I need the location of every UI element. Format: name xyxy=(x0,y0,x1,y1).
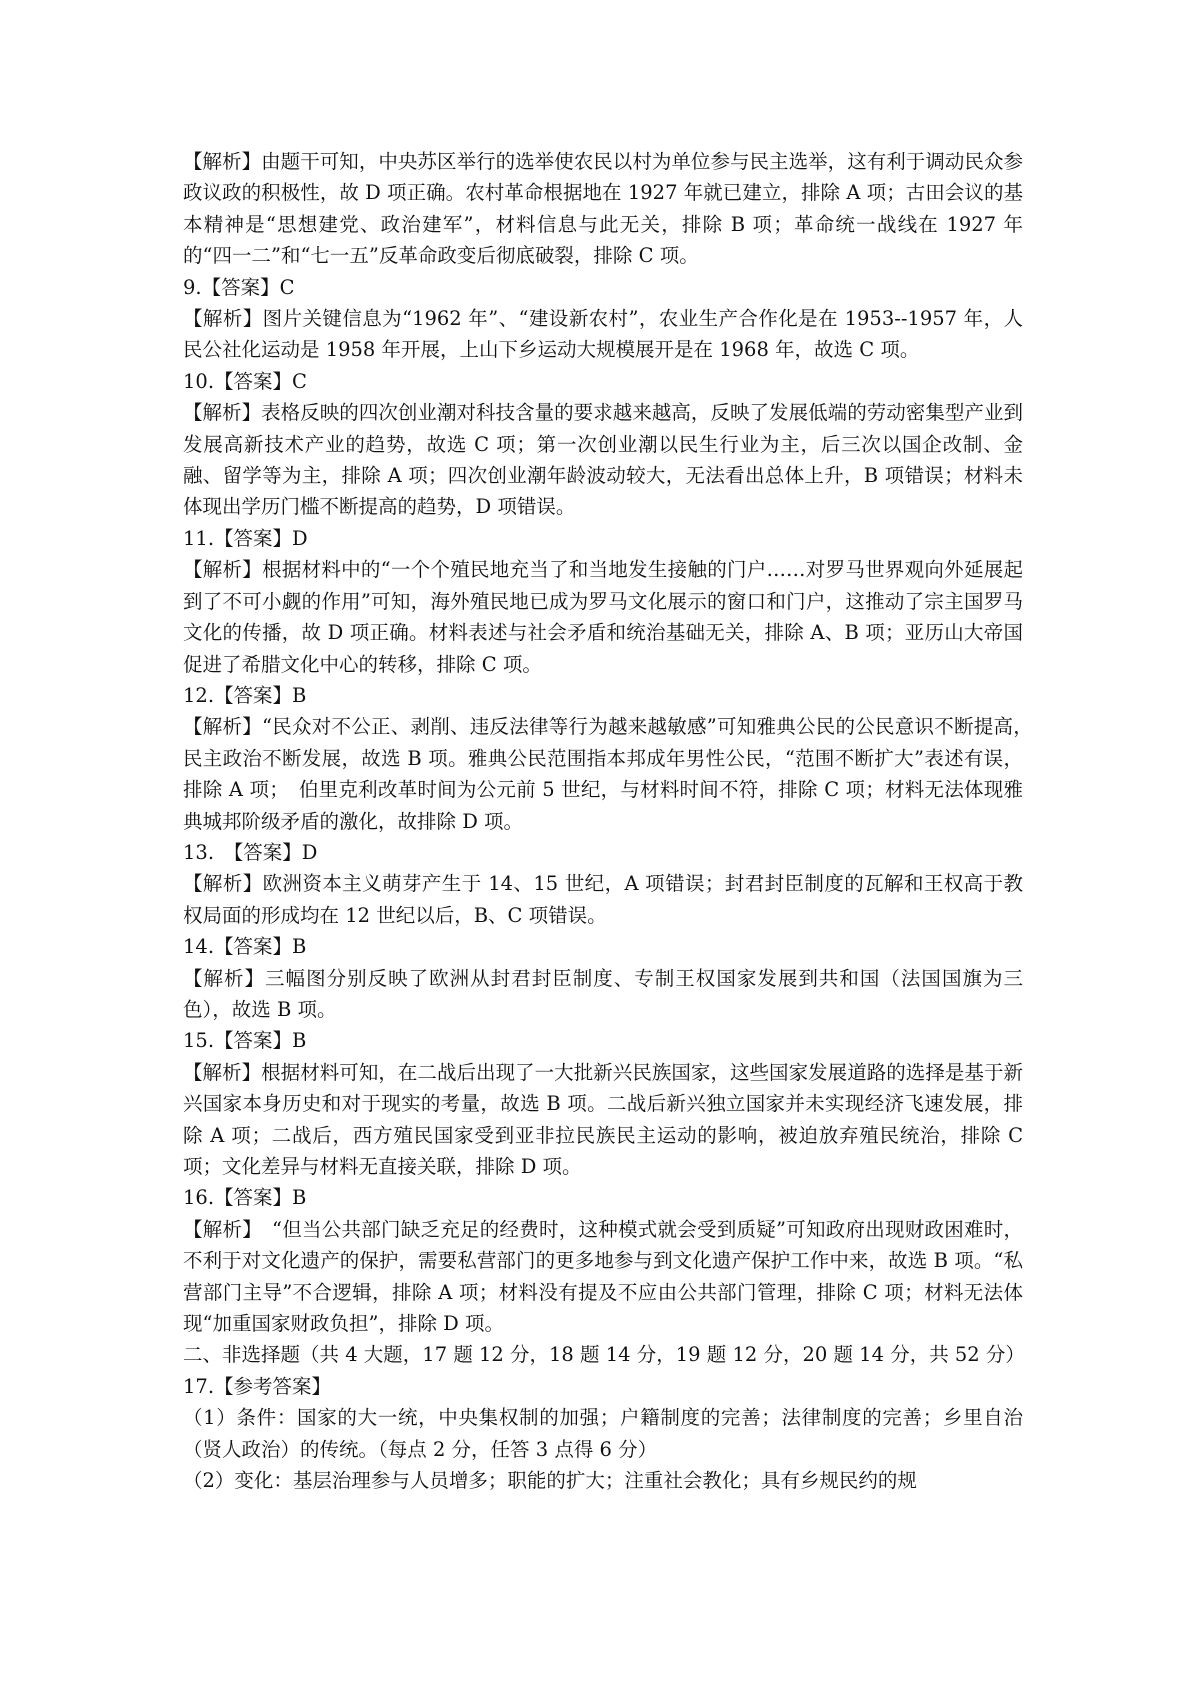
answer-q17-heading: 17.【参考答案】 xyxy=(183,1374,332,1398)
explanation-q10: 【解析】表格反映的四次创业潮对科技含量的要求越来越高，反映了发展低端的劳动密集型产业到发展高新技术产业的趋势，故选 C 项；第一次创业潮以民生行业为主，后三次以国企改制、金融、留学等为主，排除 A 项；四次创业潮年龄波动较大，无法看出总体上升，B 项错误；材料未体现出学历门槛不断提高的趋势，D 项错误。 xyxy=(183,401,1023,519)
explanation-q8: 【解析】由题干可知，中央苏区举行的选举使农民以村为单位参与民主选举，这有利于调动民众参政议政的积极性，故 D 项正确。农村革命根据地在 1927 年就已建立，排除 A 项；古田会议的基本精神是“思想建党、政治建军”，材料信息与此无关，排除 B 项；革命统一战线在 1927 年的“四一二”和“七一五”反革命政变后彻底破裂，排除 C 项。 xyxy=(183,150,1023,268)
explanation-q16: 【解析】 “但当公共部门缺乏充足的经费时，这种模式就会受到质疑”可知政府出现财政困难时，不利于对文化遗产的保护，需要私营部门的更多地参与到文化遗产保护工作中来，故选 B 项。“私营部门主导”不合逻辑，排除 A 项；材料没有提及不应由公共部门管理，排除 C 项；材料无法体现“加重国家财政负担”，排除 D 项。 xyxy=(183,1217,1023,1336)
section-heading-non-choice: 二、非选择题（共 4 大题，17 题 12 分，18 题 14 分，19 题 12 分，20 题 14 分，共 52 分） xyxy=(183,1343,1025,1367)
answer-q17-part1: （1）条件：国家的大一统，中央集权制的加强；户籍制度的完善；法律制度的完善；乡里自治（贤人政治）的传统。（每点 2 分，任答 3 点得 6 分） xyxy=(183,1406,1023,1461)
answer-q13: 13. 【答案】D xyxy=(183,840,318,864)
answer-q11: 11.【答案】D xyxy=(183,526,308,550)
explanation-q12: 【解析】“民众对不公正、剥削、违反法律等行为越来越敏感”可知雅典公民的公民意识不断提高， 民主政治不断发展，故选 B 项。雅典公民范围指本邦成年男性公民，“范围不断扩大”表述有误，排除 A 项； 伯里克利改革时间为公元前 5 世纪，与材料时间不符，排除 C 项；材料无法体现雅典城邦阶级矛盾的激化，故排除 D 项。 xyxy=(183,715,1043,833)
answer-q10: 10.【答案】C xyxy=(183,369,307,393)
explanation-q9: 【解析】图片关键信息为“1962 年”、“建设新农村”，农业生产合作化是在 1953--1957 年，人民公社化运动是 1958 年开展，上山下乡运动大规模展开是在 1968 年，故选 C 项。 xyxy=(183,307,1023,362)
explanation-q11: 【解析】根据材料中的“一个个殖民地充当了和当地发生接触的门户……对罗马世界观向外延展起到了不可小觑的作用”可知，海外殖民地已成为罗马文化展示的窗口和门户，这推动了宗主国罗马文化的传播，故 D 项正确。材料表述与社会矛盾和统治基础无关，排除 A、B 项；亚历山大帝国促进了希腊文化中心的转移，排除 C 项。 xyxy=(183,558,1023,676)
answer-q15: 15.【答案】B xyxy=(183,1029,307,1053)
answer-explanation-page xyxy=(183,146,1043,1496)
answer-q14: 14.【答案】B xyxy=(183,935,307,959)
explanation-q15: 【解析】根据材料可知，在二战后出现了一大批新兴民族国家，这些国家发展道路的选择是基于新兴国家本身历史和对于现实的考量，故选 B 项。二战后新兴独立国家并未实现经济飞速发展，排除 A 项；二战后，西方殖民国家受到亚非拉民族民主运动的影响，被迫放弃殖民统治，排除 C 项；文化差异与材料无直接关联，排除 D 项。 xyxy=(183,1060,1023,1178)
answer-q9: 9.【答案】C xyxy=(183,275,295,299)
answer-q16: 16.【答案】B xyxy=(183,1186,307,1210)
explanation-q13: 【解析】欧洲资本主义萌芽产生于 14、15 世纪，A 项错误；封君封臣制度的瓦解和王权高于教权局面的形成均在 12 世纪以后，B、C 项错误。 xyxy=(183,872,1023,927)
answer-q12: 12.【答案】B xyxy=(183,683,307,707)
answer-q17-part2: （2）变化：基层治理参与人员增多；职能的扩大；注重社会教化；具有乡规民约的规 xyxy=(183,1469,917,1493)
explanation-q14: 【解析】三幅图分别反映了欧洲从封君封臣制度、专制王权国家发展到共和国（法国国旗为三色），故选 B 项。 xyxy=(183,966,1023,1021)
